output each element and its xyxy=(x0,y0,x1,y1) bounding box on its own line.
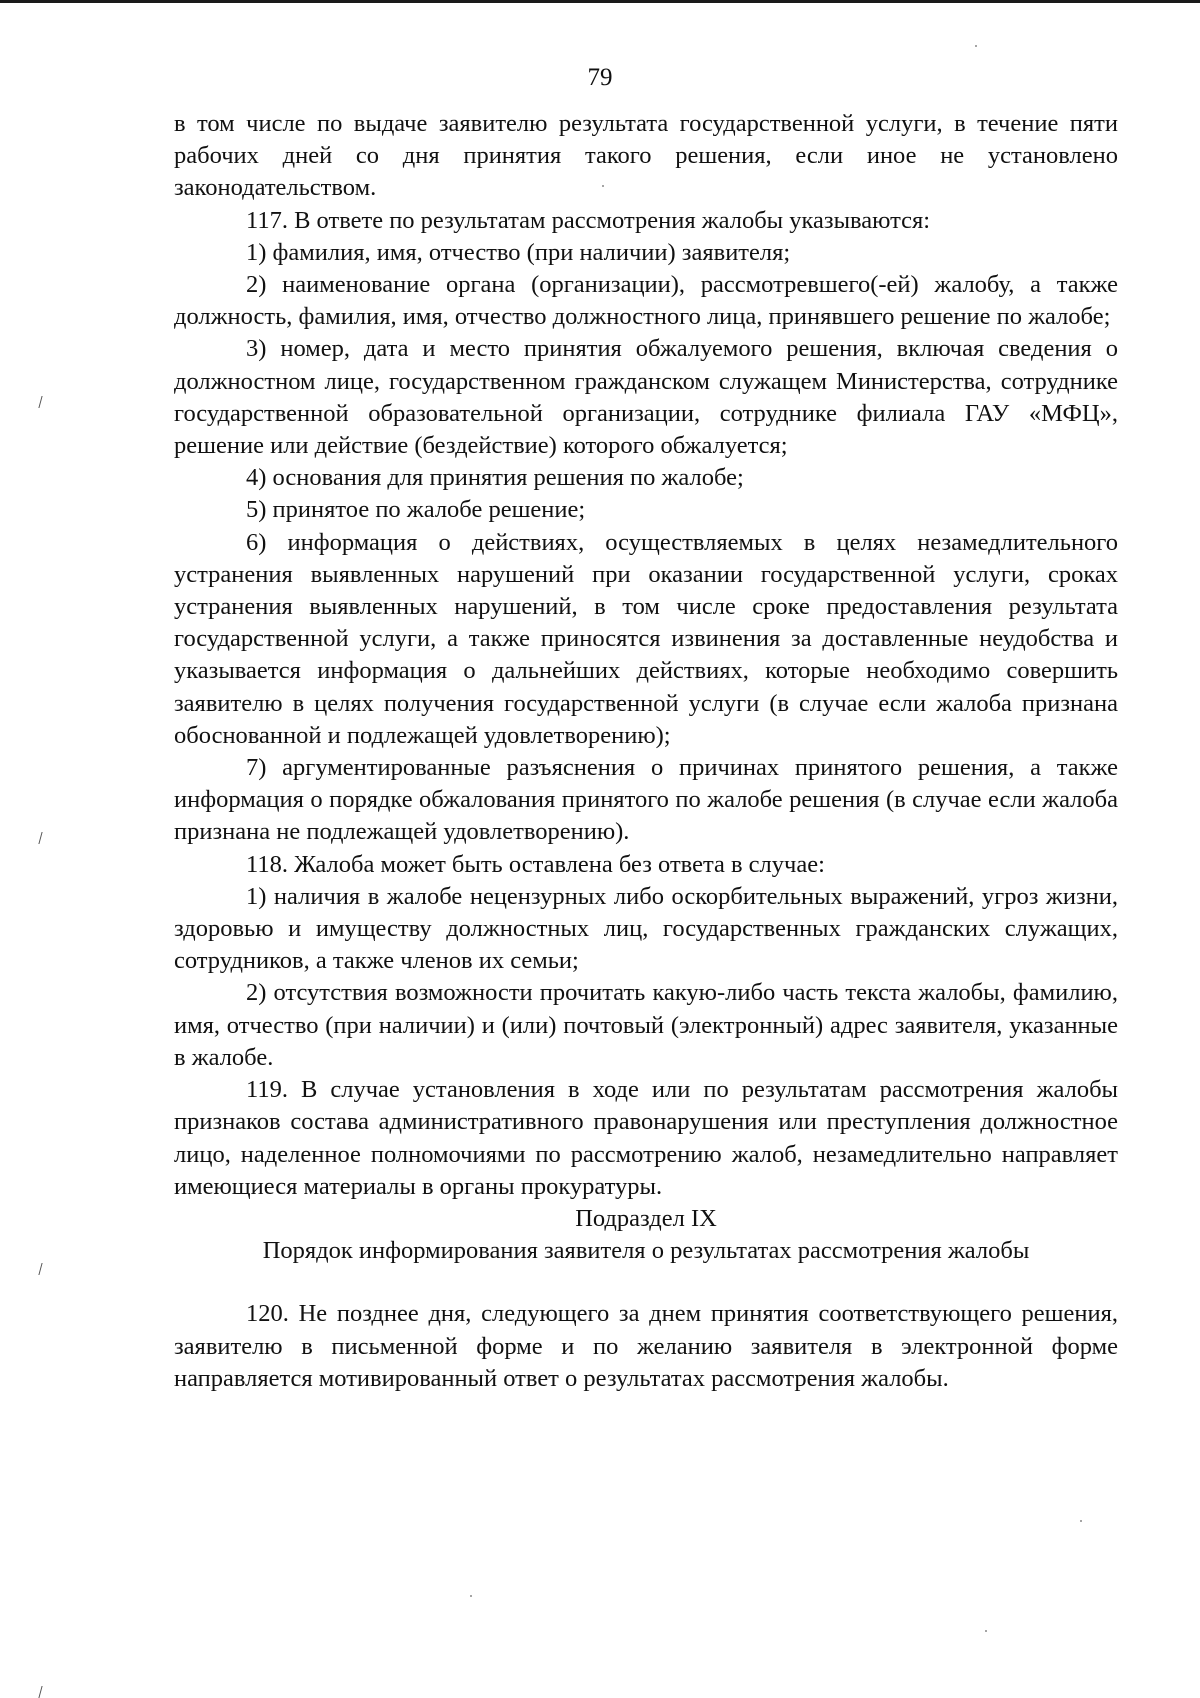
document-body xyxy=(174,108,1118,1395)
scan-speck xyxy=(975,45,977,47)
paragraph-117-item-1: 1) фамилия, имя, отчество (при наличии) заявителя; xyxy=(246,238,791,266)
paragraph-117-item-4: 4) основания для принятия решения по жалобе; xyxy=(246,464,744,492)
margin-scan-mark xyxy=(38,1686,48,1698)
scan-top-edge xyxy=(0,0,1200,3)
paragraph-120: 120. Не позднее дня, следующего за днем принятия соответствующего решения, заявителю в письменной форме и по желанию заявителя в электронной форме направляется мотивированный ответ о результатах рассмотрения жалобы. xyxy=(174,1300,1118,1392)
paragraph-118-item-1: 1) наличия в жалобе нецензурных либо оскорбительных выражений, угроз жизни, здоровью и имуществу должностных лиц, государственных гражданских служащих, сотрудников, а также членов их семьи; xyxy=(174,882,1118,975)
paragraph-117: 117. В ответе по результатам рассмотрения жалобы указываются: xyxy=(246,206,931,234)
paragraph-118-item-2: 2) отсутствия возможности прочитать какую-либо часть текста жалобы, фамилию, имя, отчество (при наличии) и (или) почтовый (электронный) адрес заявителя, указанные в жалобе. xyxy=(174,979,1118,1071)
scan-speck xyxy=(985,1630,987,1632)
subsection-heading: Подраздел IX xyxy=(575,1204,717,1232)
paragraph-continuation: в том числе по выдаче заявителю результата государственной услуги, в течение пяти рабочих дней со дня принятия такого решения, если иное не установлено законодательством. xyxy=(174,110,1118,202)
scan-speck xyxy=(602,185,604,187)
margin-scan-mark xyxy=(38,832,48,844)
margin-scan-mark xyxy=(38,396,48,408)
paragraph-117-item-2: 2) наименование органа (организации), рассмотревшего(-ей) жалобу, а также должность, фамилия, имя, отчество должностного лица, принявшего решение по жалобе; xyxy=(174,271,1118,331)
paragraph-119: 119. В случае установления в ходе или по результатам рассмотрения жалобы признаков состава административного правонарушения или преступления должностное лицо, наделенное полномочиями по рассмотрению жалоб, незамедлительно направляет имеющиеся материалы в органы прокуратуры. xyxy=(174,1076,1118,1200)
paragraph-117-item-6: 6) информация о действиях, осуществляемых в целях незамедлительного устранения выявленных нарушений при оказании государственной услуги, сроках устранения выявленных нарушений, в том числе сроке предоставления результата государственной услуги, а также приносятся извинения за доставленные неудобства и указывается информация о дальнейших действиях, которые необходимо совершить заявителю в целях получения государственной услуги (в случае если жалоба признана обоснованной и подлежащей удовлетворению); xyxy=(174,528,1118,749)
paragraph-117-item-7: 7) аргументированные разъяснения о причинах принятого решения, а также информация о порядке обжалования принятого по жалобе решения (в случае если жалоба признана не подлежащей удовлетворению). xyxy=(174,754,1118,846)
margin-scan-mark xyxy=(38,1263,48,1275)
paragraph-117-item-3: 3) номер, дата и место принятия обжалуемого решения, включая сведения о должностном лице, государственном гражданском служащем Министерства, сотруднике государственной образовательной организации, сотруднике филиала ГАУ «МФЦ», решение или действие (бездействие) которого обжалуется; xyxy=(174,335,1118,460)
paragraph-117-item-5: 5) принятое по жалобе решение; xyxy=(246,496,586,524)
scan-speck xyxy=(470,1595,472,1597)
paragraph-118: 118. Жалоба может быть оставлена без ответа в случае: xyxy=(246,850,825,878)
page-number: 79 xyxy=(587,64,613,91)
scan-speck xyxy=(1080,1520,1082,1522)
subsection-title: Порядок информирования заявителя о результатах рассмотрения жалобы xyxy=(262,1237,1030,1265)
